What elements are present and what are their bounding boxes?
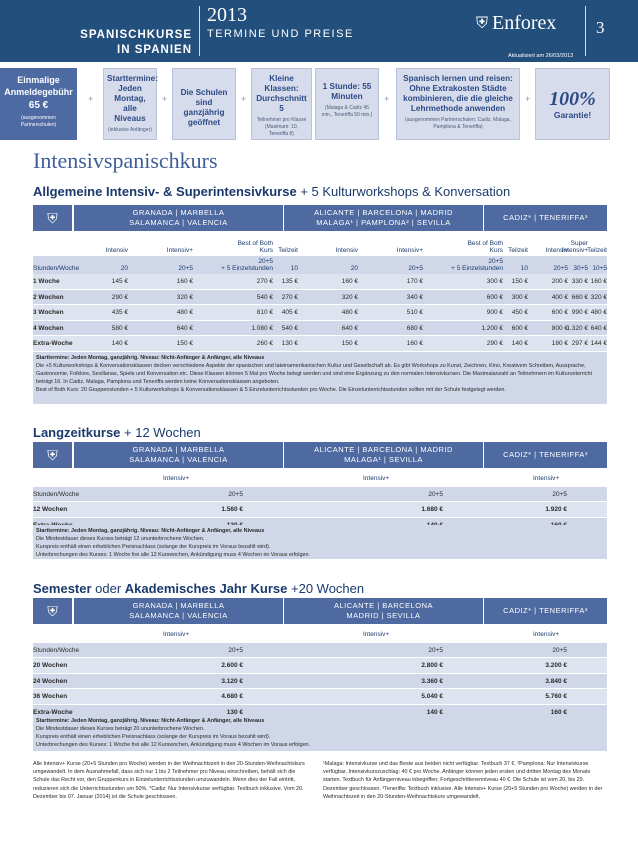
page-header (0, 0, 638, 62)
table-row (33, 502, 607, 518)
note-line: Kurspreis enthält einen erheblichen Preisnachlass (solange der Kurspreis im Voraus bezahlt wird). (36, 544, 271, 550)
section-note (33, 352, 607, 404)
row-label: 2 Wochen (33, 293, 64, 301)
table-cell: 200 € (551, 278, 568, 285)
row-label: Stunden/Woche (33, 490, 80, 498)
table-cell: 160 € (550, 708, 567, 716)
column-header: Teilzeit (278, 247, 298, 254)
section-title: Semester oder Akademisches Jahr Kurse +20 Wochen (33, 581, 365, 596)
feature-start: Starttermine: Jeden Montag, alle Niveaus (inklusive Anfänger) (103, 68, 157, 140)
column-subheader: 20+5 (408, 265, 423, 272)
table-cell: 810 € (256, 309, 273, 316)
dest-group-3: CADIZ* | TENERIFFA³ (484, 205, 607, 231)
table-cell: 300 € (486, 278, 503, 285)
table-cell: 2.600 € (221, 662, 243, 669)
table-cell: 405 € (281, 309, 298, 316)
table-cell: 5.040 € (421, 693, 443, 700)
section-title: Allgemeine Intensiv- & Superintensivkurse + 5 Kulturworkshops & Konversation (33, 184, 511, 199)
feature-classes: Kleine Klassen: Durchschnitt 5 Teilnehmer pro Klasse (Maximum: 10, Teneriffa 8) (251, 68, 312, 140)
table-cell: 600 € (551, 309, 568, 316)
column-header: Best of Both Kurs (467, 240, 503, 254)
row-label: 3 Wochen (33, 309, 64, 316)
column-header: Intensiv+ (363, 475, 390, 482)
dest-group-1: GRANADA | MARBELLA SALAMANCA | VALENCIA (74, 205, 283, 231)
divider (585, 6, 586, 56)
header-title: SPANISCHKURSE IN SPANIEN (80, 29, 192, 56)
table-cell: 580 € (111, 324, 128, 332)
table-cell: 600 € (486, 293, 503, 301)
column-header: Intensiv (545, 247, 568, 254)
table-cell: 140 € (111, 340, 128, 347)
table-cell: 160 € (341, 278, 358, 285)
section-intensive (33, 184, 607, 432)
table-cell: 450 € (511, 309, 528, 316)
column-header: Intensiv+ (396, 247, 423, 254)
table-row (33, 674, 607, 690)
table-cell: 1.080 € (251, 324, 273, 332)
table-cell: 480 € (341, 309, 358, 316)
column-subheader: 20+5 + 5 Einzelstunden (221, 258, 273, 272)
table-cell: 540 € (256, 293, 273, 301)
table-row (33, 305, 607, 321)
table-row (33, 336, 607, 352)
plus-icon: + (384, 94, 390, 104)
table-cell: 900 € (486, 309, 503, 316)
table-cell: 290 € (111, 293, 128, 301)
table-cell: 435 € (111, 309, 128, 316)
table-cell: 2.800 € (421, 662, 443, 669)
column-subheader: 20+5 (553, 265, 568, 272)
dest-group-2: ALICANTE | BARCELONA MADRID | SEVILLA (284, 598, 483, 624)
table-cell: 680 € (406, 324, 423, 332)
section-semester (33, 581, 607, 756)
note-line: Starttermine: Jeden Montag, ganzjährig. Niveau: Nicht-Anfänger & Anfänger, alle Niveaus (36, 718, 265, 724)
dest-group-1: GRANADA | MARBELLA SALAMANCA | VALENCIA (74, 598, 283, 624)
plus-icon: + (162, 94, 168, 104)
table-cell: 1.560 € (221, 506, 243, 513)
note-line: Die +5 Kulturworkshops & Konversationsklassen decken verschiedene Aspekte der spanischen und lateinamerikanischen Kultur und Gesellschaft ab. Es gibt Workshops zu Kunst, Zeichnen, Kino, Kreativem Schreiben, Aussprache, Gastronomie, Folklore, Sevillanas, Spiele und Konversation etc. Diese Klassen können 5 Mal pro Woche belegt werden und sind eine Ergänzung zu den normalen Intensivkursen. Die Maximalanzahl an Teilnehmern im Kulturunterricht beträgt 16. In Cadiz, Malaga, Pamplona und Teneriffa werden keine Konversationsklassen angeboten. (36, 363, 592, 385)
table-cell: 1.200 € (481, 324, 503, 332)
column-header: Intensiv+ (533, 475, 560, 482)
column-header: Teilzeit (587, 247, 607, 254)
table-cell: 130 € (281, 340, 298, 347)
column-subheader: 20 (350, 265, 358, 272)
table-row (33, 321, 607, 337)
table-cell: 1.680 € (421, 506, 443, 513)
table-cell: 20+5 (552, 646, 567, 654)
table-cell: 480 € (590, 309, 607, 316)
table-cell: 3.120 € (221, 677, 243, 685)
table-cell: 330 € (571, 278, 588, 285)
column-header: Intensiv+ (363, 631, 390, 638)
column-header: Intensiv (335, 247, 358, 254)
table-cell: 660 € (571, 293, 588, 301)
table-cell: 1.320 € (566, 324, 588, 332)
note-line: Best of Both Kurs: 20 Gruppenstunden + 5 Kulturworkshops & Konversationsklassen & 5 Einzelunterrichtsstunden pro Woche. Die Einzelunterrichtsstunden sollten mit der Schule festgelegt werden. (36, 387, 506, 393)
note-line: Kurspreis enthält einen erheblichen Preisnachlass (solange der Kurspreis im Voraus bezahlt wird). (36, 734, 271, 740)
section-title: Langzeitkurse + 12 Wochen (33, 425, 201, 440)
table-cell: 290 € (486, 340, 503, 347)
dest-group-3: CADIZ* | TENERIFFA³ (484, 598, 607, 624)
table-cell: 480 € (176, 309, 193, 316)
column-subheader: Stunden/Woche (33, 265, 80, 272)
table-subheader (33, 256, 607, 274)
table-cell: 150 € (511, 278, 528, 285)
note-line: Die Mindestdauer dieses Kurses beträgt 20 ununterbrochene Wochen. (36, 726, 205, 732)
table-cell: 150 € (176, 340, 193, 347)
price-table (33, 274, 607, 352)
table-cell: 270 € (281, 293, 298, 301)
column-subheader: 20 (120, 265, 128, 272)
dest-group-3: CADIZ* | TENERIFFA³ (484, 442, 607, 468)
footnote-left: Alle Intensiv+ Kurse (20+5 Stunden pro Woche) werden in der Weihnachtszeit in den 20-Stunden-Weihnachtskurs umgewandelt. In dem Ausnahmefall, dass sich nur 1 bis 2 Teilnehmer pro Niveau einschreiben, behält sich die Schule das Recht vor, den Gruppenkurs in Einzelunterrichtsstunden umzuwandeln. Wenn dies der Fall eintritt, reduzieren sich die Unterrichtsstunden um 50%. *Cadiz: Nur Intensivkurse verfügbar. Textbuch inklusive. Vom 20. Dezember bis 07. Januar (2014) ist die Schule geschlossen. (33, 761, 305, 800)
plus-icon: + (525, 94, 531, 104)
section-note (33, 525, 607, 559)
table-cell: 640 € (341, 324, 358, 332)
note-line: Unterbrechungen des Kurses: 1 Woche frei alle 12 Kurswochen, Ankündigung muss 4 Wochen im Voraus erfolgen. (36, 742, 310, 748)
table-cell: 270 € (256, 278, 273, 285)
seal-icon: ⛨ (33, 598, 73, 624)
shield-icon: ⛨ (476, 14, 489, 32)
column-header: Intensiv+ (533, 631, 560, 638)
table-cell: 20+5 (228, 490, 243, 498)
table-cell: 297 € (571, 340, 588, 347)
feature-fee: Einmalige Anmeldegebühr 65 € (ausgenommen Partnerschulen) (0, 68, 77, 140)
table-cell: 260 € (256, 340, 273, 347)
table-cell: 800 € (551, 324, 568, 332)
column-header: Best of Both Kurs (237, 240, 273, 254)
table-cell: 510 € (406, 309, 423, 316)
page-number: 3 (596, 18, 605, 37)
column-subheader: 10 (520, 265, 528, 272)
table-cell: 320 € (176, 293, 193, 301)
brand-logo: ⛨ Enforex (476, 12, 557, 34)
row-label: Extra-Woche (33, 708, 73, 716)
header-year: 2013 (207, 4, 247, 26)
column-subheader: 10+5 (592, 265, 607, 272)
table-cell: 150 € (341, 340, 358, 347)
table-header-row (33, 471, 607, 487)
plus-icon: + (88, 94, 94, 104)
price-table (33, 471, 607, 533)
note-line: Die Mindestdauer dieses Kurses beträgt 12 ununterbrochene Wochen. (36, 536, 205, 542)
table-cell: 400 € (551, 293, 568, 301)
table-cell: 340 € (406, 293, 423, 301)
plus-icon: + (241, 94, 247, 104)
dest-group-2: ALICANTE | BARCELONA | MADRID MALAGA¹ | PAMPLONA² | SEVILLA (284, 205, 483, 231)
feature-guarantee: 100% Garantie! (535, 68, 610, 140)
column-header: Super Intensiv+ (561, 240, 588, 254)
page-title: Intensivspanischkurs (33, 148, 218, 173)
table-cell: 3.200 € (545, 662, 567, 669)
dest-group-1: GRANADA | MARBELLA SALAMANCA | VALENCIA (74, 442, 283, 468)
seal-icon: ⛨ (33, 205, 73, 231)
table-header-row (33, 627, 607, 643)
table-cell: 144 € (590, 340, 607, 347)
table-cell: 20+5 (552, 490, 567, 498)
footnote-right: ¹Malaga: Intensivkurse und das Beste aus beiden nicht verfügbar. Textbuch 37 €. ²Pamplona: Nur Intensivkurse verfügbar. Intensivkurszuschlag: 40 € pro Woche. Anfänger können jeden ersten und dritten Montag des Monats starten. Textbuch für Anfängerniveau inbegriffen; Fortgeschrittenenniveau 40 €. Die Schule ist vom 20. bis 29. Dezember geschlossen. ³Teneriffa: Textbuch inklusive. Alle Intensiv+ Kurse (20+5 Stunden pro Woche) werden in der Weihnachtszeit in den 20-Stunden-Weihnachtskurs umgewandelt. (323, 761, 603, 800)
column-subheader: 20+5 + 5 Einzelstunden (451, 258, 503, 272)
table-cell: 990 € (571, 309, 588, 316)
table-cell: 640 € (176, 324, 193, 332)
update-date: Aktualisiert am 26/03/2013 (508, 53, 574, 59)
table-cell: 130 € (226, 708, 243, 716)
table-cell: 135 € (281, 278, 298, 285)
feature-hour: 1 Stunde: 55 Minuten (Malaga & Cadiz 45 min., Teneriffa 50 min.) (315, 68, 379, 140)
table-cell: 20+5 (428, 646, 443, 654)
table-cell: 640 € (590, 324, 607, 332)
table-row (33, 274, 607, 290)
row-label: Extra-Woche (33, 340, 73, 347)
column-header: Intensiv+ (163, 631, 190, 638)
divider (199, 6, 200, 56)
table-cell: 1.920 € (545, 506, 567, 513)
table-cell: 320 € (590, 293, 607, 301)
section-note (33, 715, 607, 751)
table-cell: 180 € (551, 340, 568, 347)
table-cell: 300 € (511, 293, 528, 301)
row-label: 4 Wochen (33, 324, 64, 332)
column-header: Intensiv+ (166, 247, 193, 254)
table-cell: 3.840 € (545, 677, 567, 685)
table-subheader-row (33, 643, 607, 659)
row-label: 1 Woche (33, 278, 60, 285)
table-cell: 3.360 € (421, 677, 443, 685)
table-subheader-row (33, 487, 607, 503)
feature-open: Die Schulen sind ganzjährig geöffnet (172, 68, 236, 140)
table-row (33, 689, 607, 705)
table-cell: 160 € (590, 278, 607, 285)
price-table (33, 627, 607, 720)
header-subtitle: TERMINE UND PREISE (207, 28, 354, 40)
table-cell: 160 € (406, 340, 423, 347)
table-cell: 540 € (281, 324, 298, 332)
table-cell: 170 € (406, 278, 423, 285)
note-line: Starttermine: Jeden Montag, ganzjährig. Niveau: Nicht-Anfänger & Anfänger, alle Niveaus (36, 528, 265, 534)
dest-group-2: ALICANTE | BARCELONA | MADRID MALAGA¹ | SEVILLA (284, 442, 483, 468)
table-cell: 145 € (111, 278, 128, 285)
row-label: 24 Wochen (33, 677, 68, 685)
row-label: Stunden/Woche (33, 646, 80, 654)
table-cell: 600 € (511, 324, 528, 332)
column-header: Teilzeit (508, 247, 528, 254)
table-cell: 140 € (426, 708, 443, 716)
row-label: 20 Wochen (33, 662, 68, 669)
row-label: 12 Wochen (33, 506, 68, 513)
section-longterm (33, 425, 607, 558)
note-line: Unterbrechungen des Kurses: 1 Woche frei alle 12 Kurswochen, Ankündigung muss 4 Wochen im Voraus erfolgen. (36, 552, 310, 558)
table-header (33, 234, 607, 256)
note-line: Starttermine: Jeden Montag, ganzjährig. Niveau: Nicht-Anfänger & Anfänger, alle Niveaus (36, 355, 265, 361)
column-subheader: 10 (290, 265, 298, 272)
table-cell: 160 € (176, 278, 193, 285)
table-row (33, 658, 607, 674)
table-cell: 20+5 (428, 490, 443, 498)
row-label: 36 Wochen (33, 693, 68, 700)
table-cell: 5.760 € (545, 693, 567, 700)
table-row (33, 290, 607, 306)
column-header: Intensiv (105, 247, 128, 254)
table-cell: 4.680 € (221, 693, 243, 700)
table-cell: 140 € (511, 340, 528, 347)
column-subheader: 30+5 (573, 265, 588, 272)
table-cell: 20+5 (228, 646, 243, 654)
column-subheader: 20+5 (178, 265, 193, 272)
feature-travel: Spanisch lernen und reisen: Ohne Extrakosten Städte kombinieren, die die gleiche Lehrmethode anwenden (ausgenommen Partnerschulen: Cadiz, Malaga, Pamplona & Teneriffa) (396, 68, 520, 140)
table-cell: 320 € (341, 293, 358, 301)
seal-icon: ⛨ (33, 442, 73, 468)
column-header: Intensiv+ (163, 475, 190, 482)
